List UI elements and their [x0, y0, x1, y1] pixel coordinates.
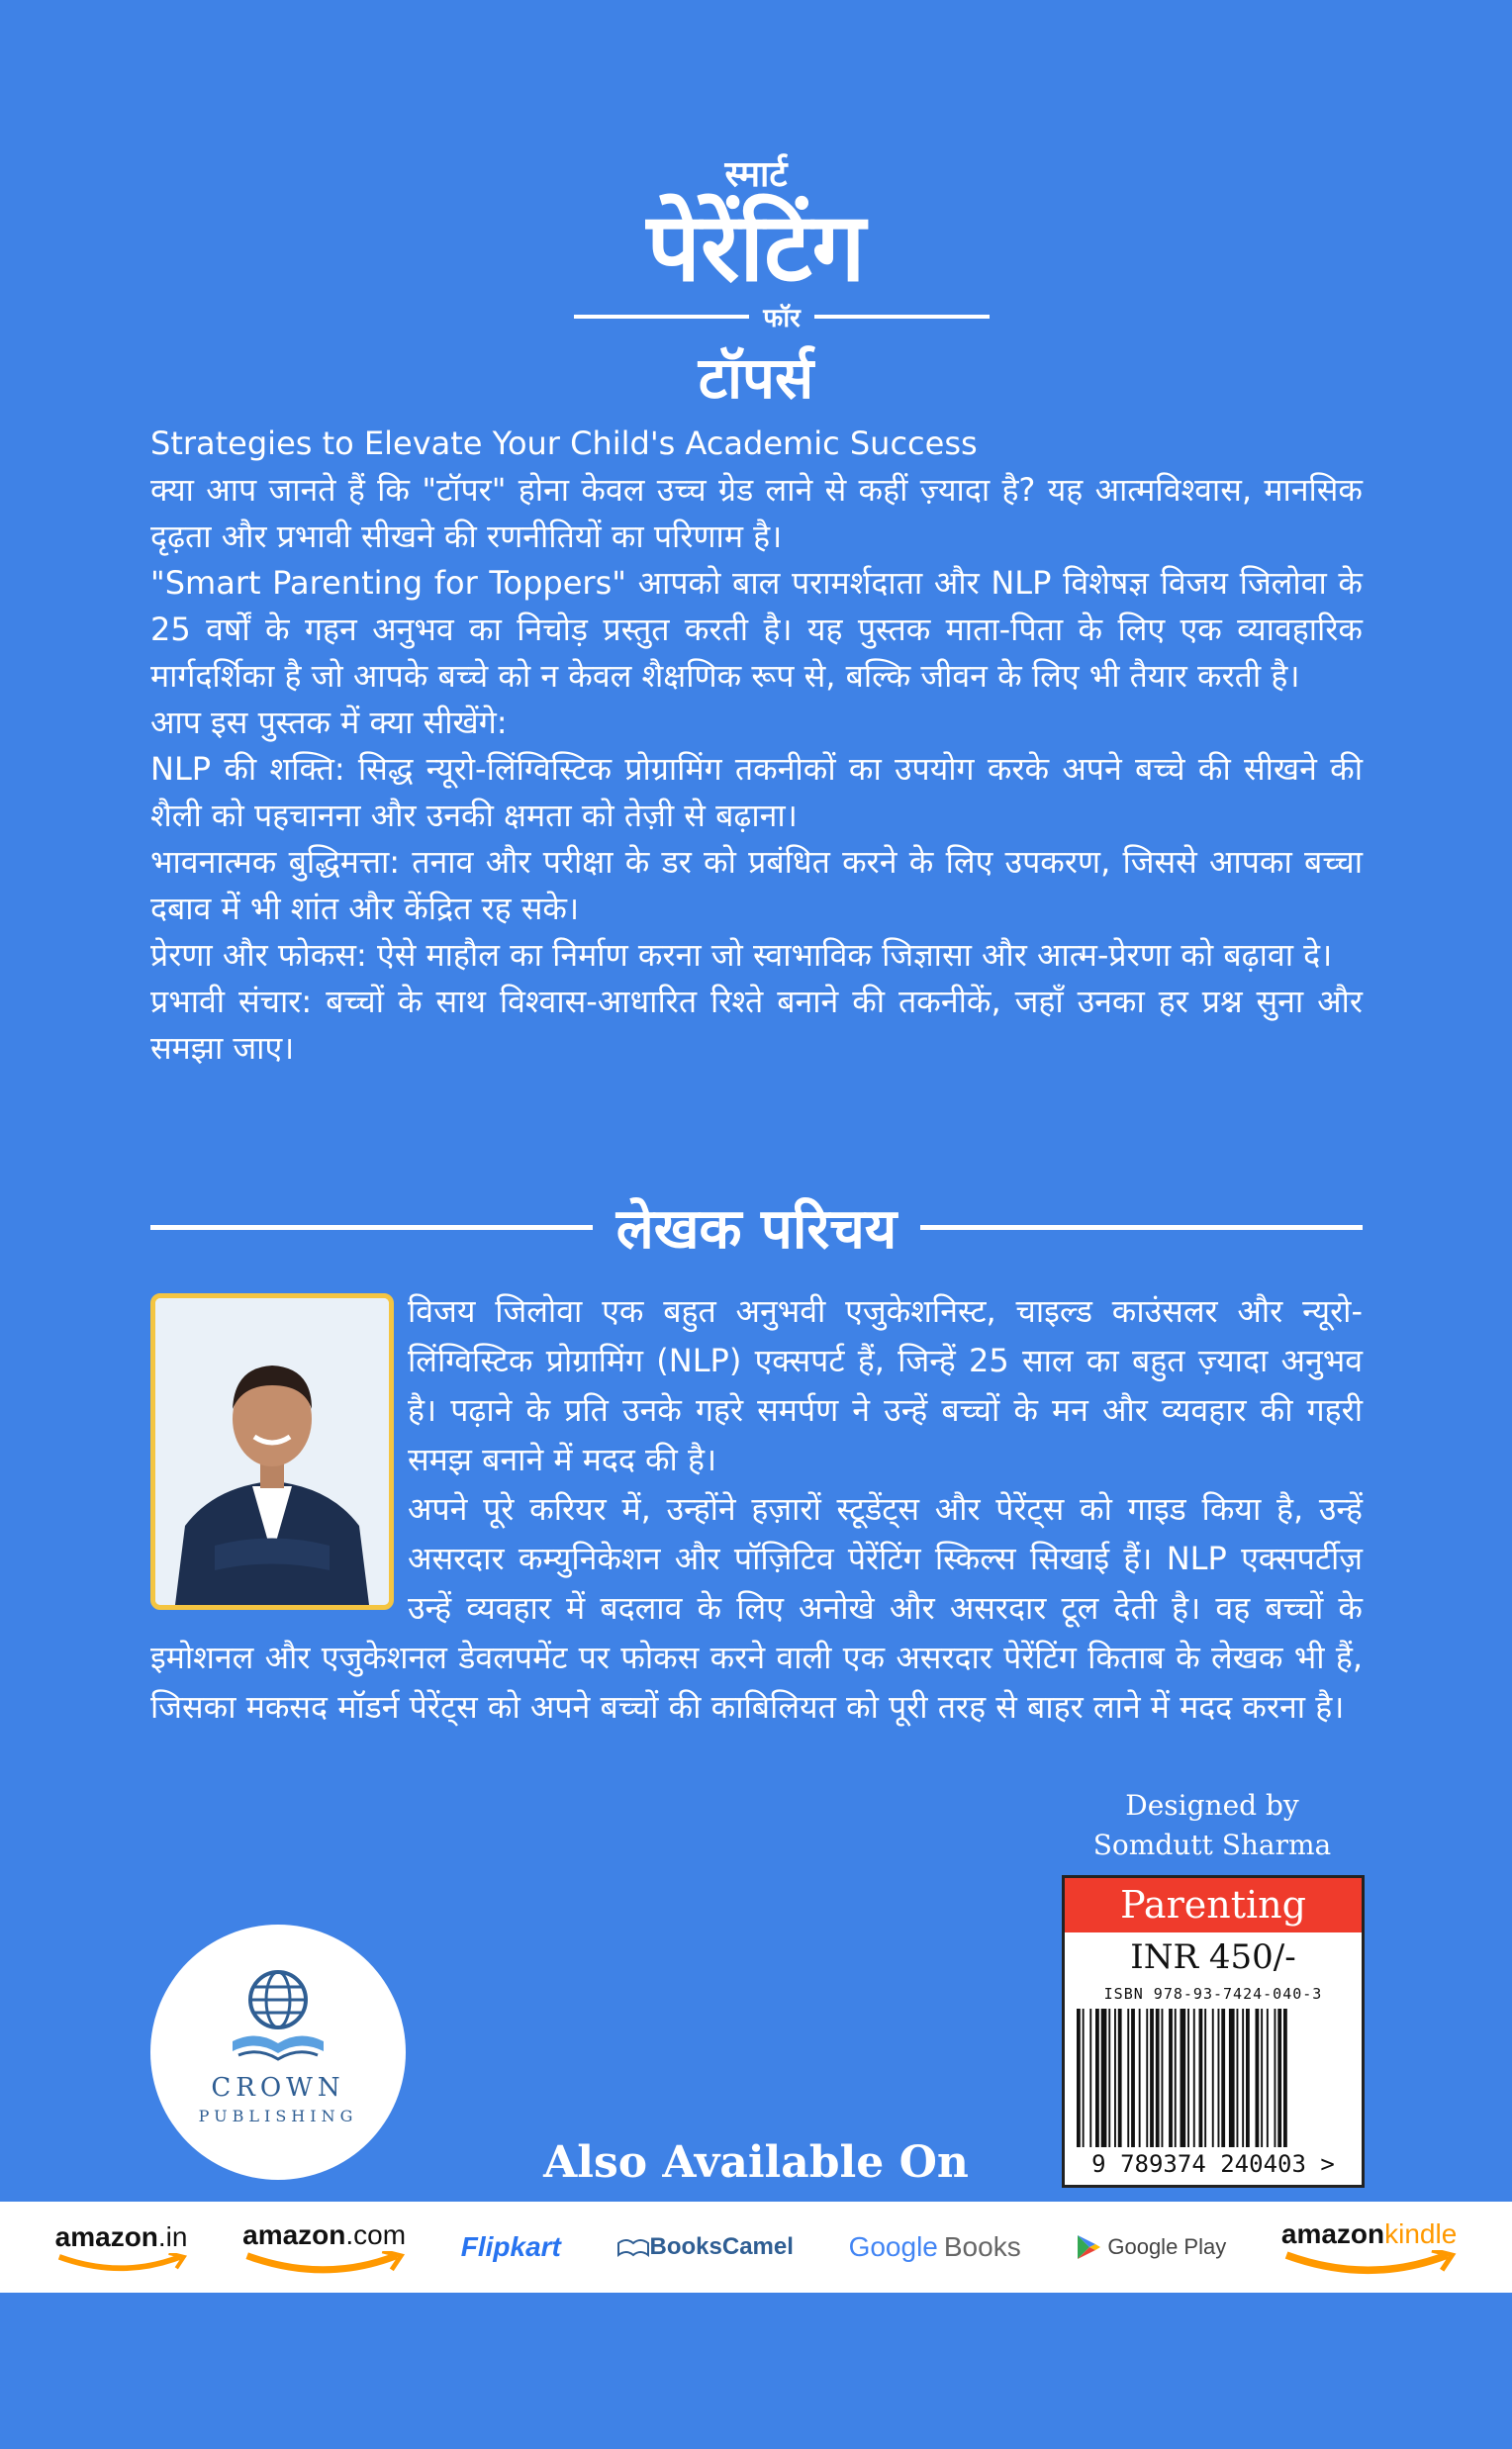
barcode-bar — [1275, 2009, 1276, 2147]
barcode-bar — [1199, 2009, 1203, 2147]
store-amazon-in[interactable] — [55, 2221, 188, 2272]
store-amazon-com[interactable] — [242, 2219, 406, 2275]
blurb-paragraph: प्रभावी संचार: बच्चों के साथ विश्वास-आधारित रिश्ते बनाने की तकनीकें, जहाँ उनका हर प्रश्न सुना और समझा जाए। — [150, 983, 1363, 1067]
store-name: Flipkart — [460, 2231, 561, 2262]
barcode-bar — [1131, 2009, 1135, 2147]
author-paragraph: अपने पूरे करियर में, उन्होंने हज़ारों स्टूडेंट्स और पेरेंट्स को गाइड किया है, उन्हें असरदार कम्युनिकेशन और पॉज़िटिव पेरेंटिंग स्किल्स सिखाई हैं। NLP एक्सपर्टीज़ उन्हें व्यवहार में बदलाव के लिए अनोखे और असरदार टूल देती है। वह बच्चों के इमोशनल और एजुकेशनल डेवलपमेंट पर फोकस करने वाली एक असरदार पेरेंटिंग किताब के लेखक भी हैं, जिसका मकसद मॉडर्न पेरेंट्स को अपने बच्चों की काबिलियत को पूरी तरह से बाहर लाने में मदद करना है। — [150, 1490, 1363, 1726]
store-suffix: Books — [943, 2231, 1021, 2262]
barcode-bar — [1175, 2009, 1177, 2147]
title-parenting: पेरेंटिंग — [646, 192, 866, 303]
barcode-bar — [1283, 2009, 1287, 2147]
barcode-bar — [1229, 2009, 1235, 2147]
author-heading-row — [150, 1192, 1363, 1262]
play-store-icon — [1076, 2233, 1101, 2261]
barcode-bar — [1204, 2009, 1206, 2147]
genre-label: Parenting — [1065, 1878, 1362, 1932]
store-name: Google — [848, 2231, 938, 2262]
store-name: BooksCamel — [649, 2233, 794, 2260]
divider-right — [814, 315, 990, 319]
store-suffix: kindle — [1384, 2218, 1458, 2250]
barcode-bar — [1221, 2009, 1225, 2147]
store-google-play[interactable] — [1076, 2233, 1226, 2261]
store-google-books[interactable] — [849, 2231, 1021, 2263]
designer-credit — [1064, 1786, 1361, 1865]
barcode-bar — [1261, 2009, 1263, 2147]
tagline: Strategies to Elevate Your Child's Academic Success — [150, 424, 978, 462]
blurb-paragraph: "Smart Parenting for Toppers" आपको बाल परामर्शदाता और NLP विशेषज्ञ विजय जिलोवा के 25 वर्षों के गहन अनुभव का निचोड़ प्रस्तुत करती है। यह पुस्तक माता-पिता के लिए एक व्यावहारिक मार्गदर्शिका है जो आपके बच्चे को न केवल शैक्षणिक रूप से, बल्कि जीवन के लिए भी तैयार करती है। — [150, 564, 1363, 695]
store-name: amazon — [54, 2221, 158, 2253]
barcode-bar — [1118, 2009, 1122, 2147]
barcode-icon — [1077, 2009, 1350, 2147]
amazon-smile-icon — [55, 2253, 188, 2272]
barcode-bar — [1162, 2009, 1164, 2147]
designer-name: Somdutt Sharma — [1092, 1829, 1332, 1861]
store-name: amazon — [242, 2219, 346, 2251]
barcode-bar — [1237, 2009, 1239, 2147]
barcode-bar — [1277, 2009, 1281, 2147]
amazon-smile-icon — [1281, 2250, 1457, 2275]
barcode-bar — [1181, 2009, 1186, 2147]
publisher-sub: PUBLISHING — [198, 2107, 358, 2125]
blurb-paragraph: आप इस पुस्तक में क्या सीखेंगे: — [150, 704, 508, 741]
barcode-bar — [1150, 2009, 1154, 2147]
publisher-name: CROWN — [211, 2073, 345, 2103]
barcode-bar — [1089, 2009, 1091, 2147]
store-suffix: .com — [345, 2219, 407, 2251]
barcode-bar — [1101, 2009, 1107, 2147]
book-blurb — [150, 421, 1363, 1072]
barcode-bar — [1256, 2009, 1260, 2147]
store-name: Google Play — [1107, 2234, 1227, 2259]
barcode-bar — [1146, 2009, 1148, 2147]
store-flipkart[interactable] — [461, 2231, 561, 2263]
blurb-paragraph: भावनात्मक बुद्धिमत्ता: तनाव और परीक्षा के डर को प्रबंधित करने के लिए उपकरण, जिससे आपका बच्चा दबाव में भी शांत और केंद्रित रह सके। — [150, 843, 1363, 927]
barcode-bar — [1108, 2009, 1110, 2147]
barcode-bar — [1267, 2009, 1269, 2147]
title-smart: स्मार्ट — [724, 154, 788, 195]
barcode-digits: 9 789374 240403 > — [1091, 2150, 1335, 2178]
also-available-label: Also Available On — [543, 2137, 969, 2188]
author-paragraph: विजय जिलोवा एक बहुत अनुभवी एजुकेशनिस्ट, चाइल्ड काउंसलर और न्यूरो-लिंग्विस्टिक प्रोग्रामिंग (NLP) एक्सपर्ट हैं, जिन्हें 25 साल का बहुत ज़्यादा अनुभव है। पढ़ाने के प्रति उनके गहरे समर्पण ने उन्हें बच्चों के मन और व्यवहार की गहरी समझ बनाने में मदद की है। — [408, 1292, 1363, 1478]
barcode-bar — [1114, 2009, 1116, 2147]
barcode-bar — [1187, 2009, 1189, 2147]
barcode-bar — [1169, 2009, 1173, 2147]
title-toppers: टॉपर्स — [698, 344, 814, 412]
barcode-bar — [1127, 2009, 1129, 2147]
blurb-paragraph: NLP की शक्ति: सिद्ध न्यूरो-लिंग्विस्टिक प्रोग्रामिंग तकनीकों का उपयोग करके अपने बच्चे की सीखने की शैली को पहचानना और उनकी क्षमता को तेज़ी से बढ़ाना। — [150, 750, 1363, 834]
store-bookscamel[interactable] — [616, 2233, 794, 2261]
barcode-bar — [1193, 2009, 1195, 2147]
barcode-bar — [1083, 2009, 1085, 2147]
divider-left — [574, 315, 749, 319]
blurb-paragraph: प्रेरणा और फोकस: ऐसे माहौल का निर्माण करना जो स्वाभाविक जिज्ञासा और आत्म-प्रेरणा को बढ़ावा दे। — [150, 936, 1333, 974]
open-book-icon — [616, 2235, 650, 2259]
amazon-smile-icon — [242, 2251, 406, 2275]
divider-left — [150, 1225, 593, 1230]
store-name: amazon — [1280, 2218, 1385, 2250]
designed-by-label: Designed by — [1125, 1789, 1299, 1822]
author-bio — [150, 1286, 1363, 1732]
barcode-bar — [1246, 2009, 1250, 2147]
barcode-bar — [1156, 2009, 1160, 2147]
barcode-bar — [1218, 2009, 1220, 2147]
author-heading: लेखक परिचय — [615, 1197, 898, 1262]
barcode-bar — [1077, 2009, 1081, 2147]
store-strip — [0, 2202, 1512, 2293]
title-for-row — [574, 297, 990, 336]
store-suffix: .in — [157, 2221, 188, 2253]
isbn-label: ISBN 978-93-7424-040-3 — [1103, 1985, 1323, 2003]
globe-book-icon — [229, 1962, 328, 2071]
store-amazon-kindle[interactable] — [1281, 2218, 1457, 2275]
price-label: INR 450/- — [1130, 1937, 1296, 1977]
divider-right — [920, 1225, 1363, 1230]
title-for: फॉर — [763, 304, 801, 333]
barcode-bar — [1242, 2009, 1244, 2147]
barcode-bar — [1139, 2009, 1141, 2147]
barcode-bar — [1212, 2009, 1214, 2147]
barcode-bar — [1095, 2009, 1099, 2147]
blurb-paragraph: क्या आप जानते हैं कि "टॉपर" होना केवल उच्च ग्रेड लाने से कहीं ज़्यादा है? यह आत्मविश्वास, मानसिक दृढ़ता और प्रभावी सीखने की रणनीतियों का परिणाम है। — [150, 471, 1363, 555]
